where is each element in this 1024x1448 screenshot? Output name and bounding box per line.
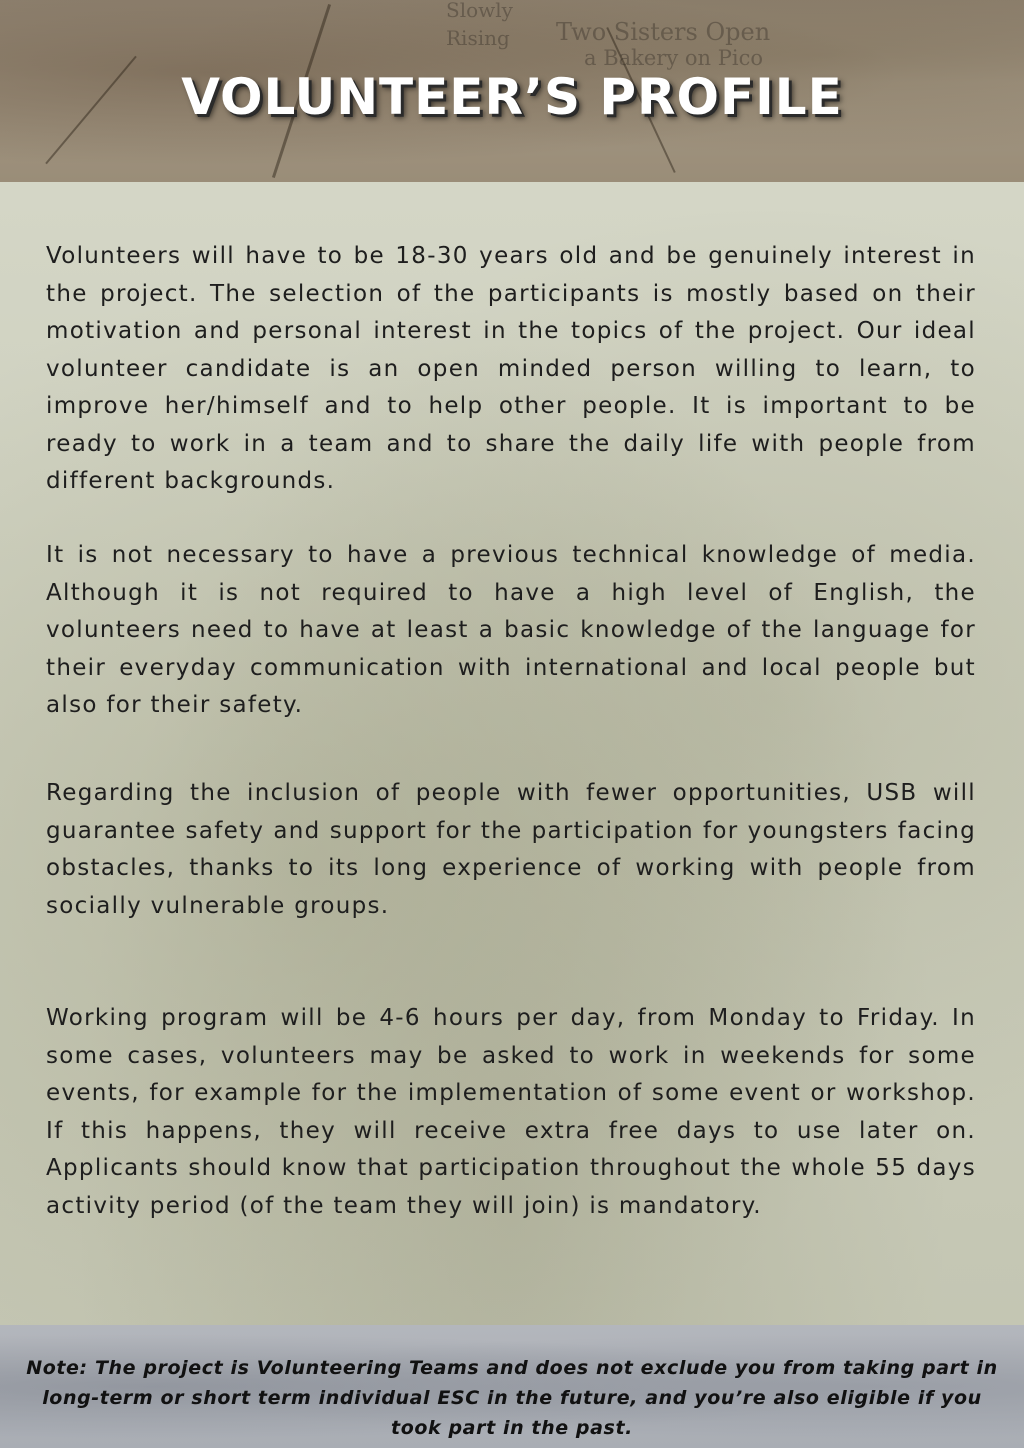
newsprint-text: Slowly xyxy=(446,0,513,22)
paragraph-working-program: Working program will be 4-6 hours per day, from Monday to Friday. In some cases, volunteers may be asked to work in weekends for some events, for example for the implementation of some event or workshop. If this happens, they will receive extra free days to use later on. Applicants should know that participation throughout the whole 55 days activity period (of the team they will join) is mandatory. xyxy=(46,1005,976,1219)
footer-note: Note: The project is Volunteering Teams and does not exclude you from taking part in long-term or short term individual ESC in the future, and you’re also eligible if you took part in the past. xyxy=(26,1357,998,1439)
footer-note-banner xyxy=(0,1325,1024,1448)
newsprint-text: Two Sisters Open xyxy=(556,18,771,46)
content-panel xyxy=(0,182,1024,1325)
page-title: VOLUNTEER’S PROFILE xyxy=(181,68,843,126)
newsprint-text: a Bakery on Pico xyxy=(584,46,763,70)
paragraph-language: It is not necessary to have a previous technical knowledge of media. Although it is not required to have a high level of English, the volunteers need to have at least a basic knowledge of the language for their everyday communication with international and local people but also for their safety. xyxy=(46,542,976,718)
newsprint-text: Rising xyxy=(446,26,510,50)
paragraph-eligibility: Volunteers will have to be 18-30 years old and be genuinely interest in the project. The selection of the participants is mostly based on their motivation and personal interest in the topics of the project. Our ideal volunteer candidate is an open minded person willing to learn, to improve her/himself and to help other people. It is important to be ready to work in a team and to share the daily life with people from different backgrounds. xyxy=(46,243,976,494)
paragraph-inclusion: Regarding the inclusion of people with fewer opportunities, USB will guarantee safety and support for the participation for youngsters facing obstacles, thanks to its long experience of working with people from socially vulnerable groups. xyxy=(46,780,976,919)
header-banner xyxy=(0,0,1024,182)
